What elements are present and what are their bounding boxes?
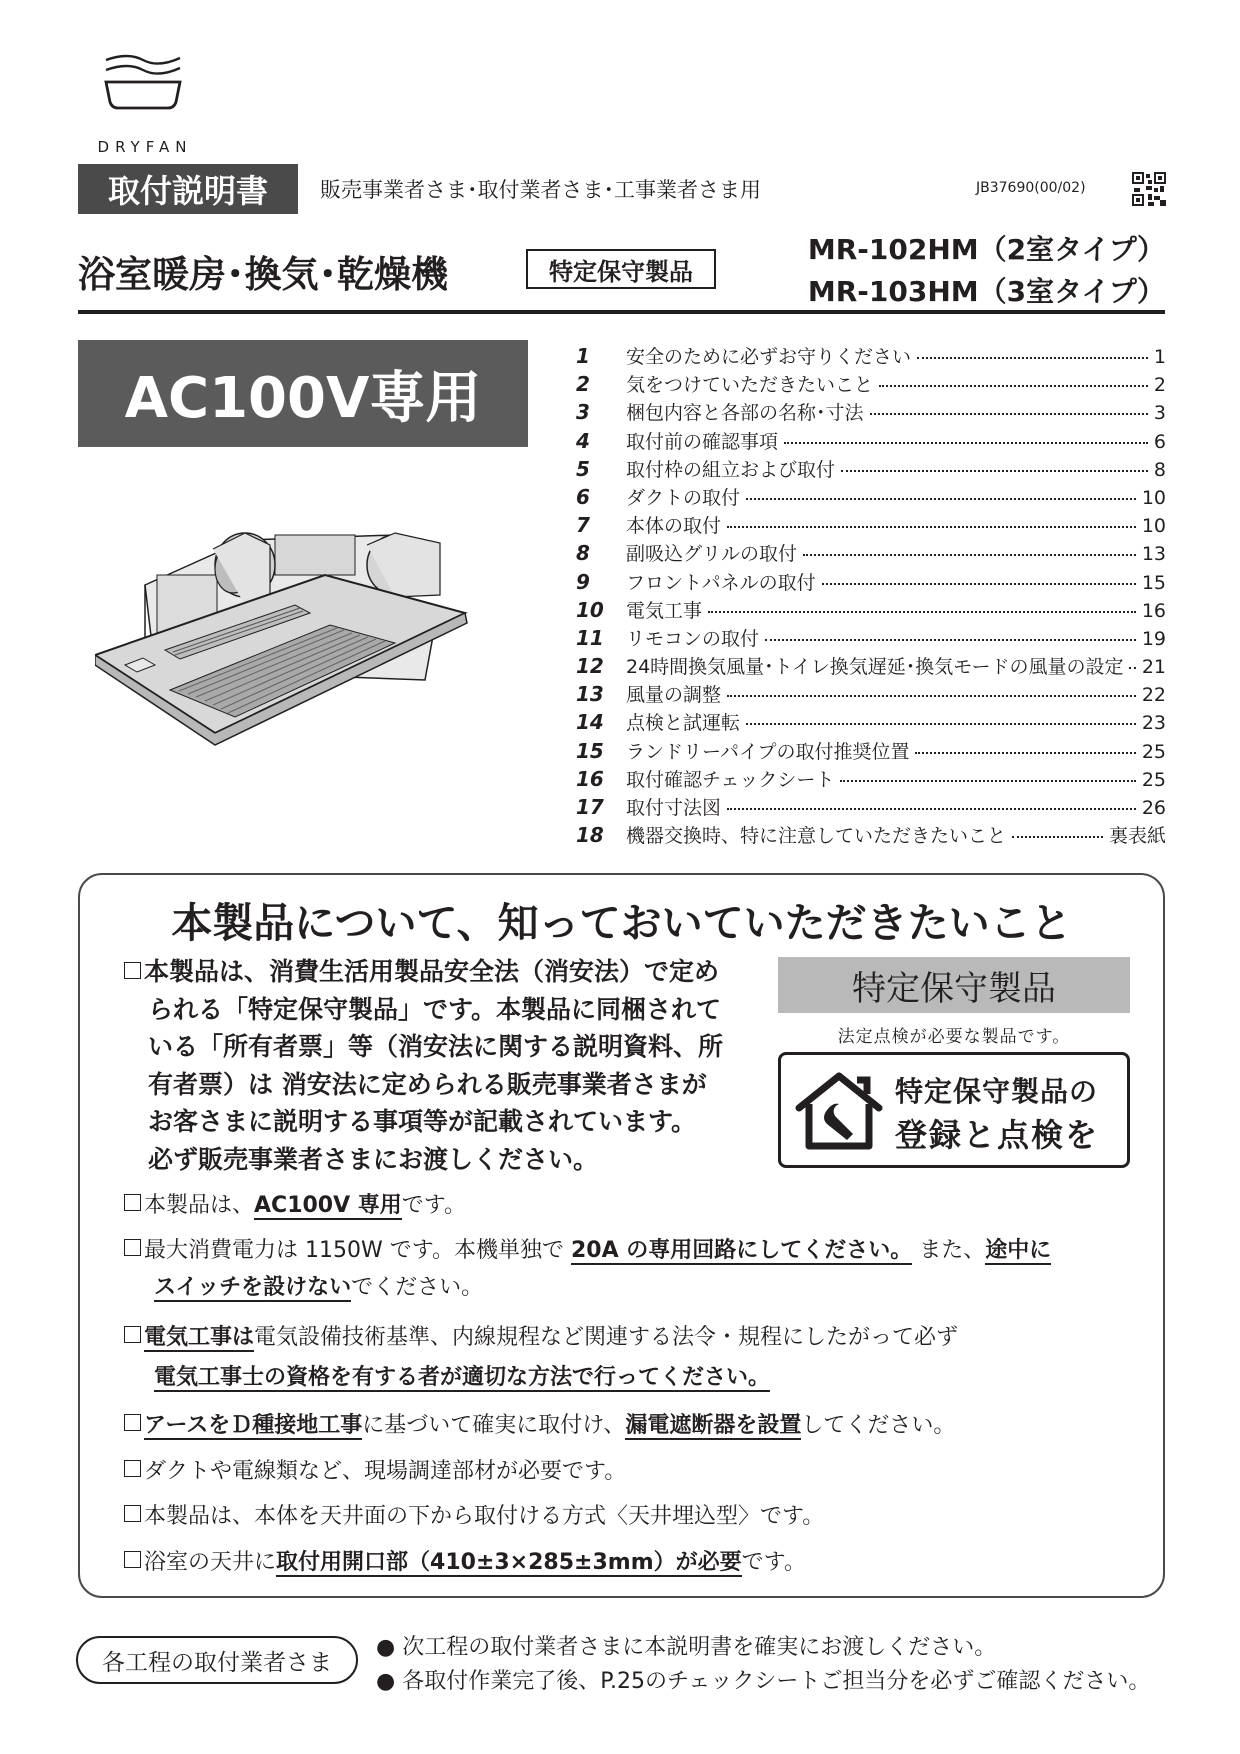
toc-title: リモコンの取付 [626,627,760,650]
toc-title: 風量の調整 [626,684,722,707]
toc-entry [576,342,1166,370]
toc-number: 3 [576,400,590,425]
checkbox-icon [124,1194,141,1211]
specified-product-notice [124,953,754,1178]
toc-title: 機器交換時、特に注意していただきたいこと [626,825,1007,848]
toc-page: 1 [1153,346,1166,368]
toc-entry [576,568,1166,596]
document-type-label: 取付説明書 [78,164,298,214]
toc-title: 副吸込グリルの取付 [626,543,798,566]
brand-name: DRYFAN [97,138,193,156]
house-wrench-icon [793,1070,885,1152]
toc-entry [576,680,1166,708]
toc-title: フロントパネルの取付 [626,571,816,594]
toc-page: 10 [1141,515,1166,538]
checkbox-icon [124,1239,141,1256]
toc-title: ダクトの取付 [626,486,741,509]
toc-entry [576,821,1166,849]
toc-number: 15 [576,738,604,763]
toc-entry [576,511,1166,539]
toc-page: 23 [1141,712,1166,735]
toc-leader [784,442,1148,444]
product-name: 浴室暖房･換気･乾燥機 [78,253,448,296]
toc-page: 25 [1141,740,1166,763]
toc-leader [727,808,1136,810]
checkbox-icon [124,1505,141,1522]
toc-page: 13 [1141,543,1166,566]
note-electrical-work-cont: 電気工事士の資格を有する者が適切な方法で行ってください。 [154,1365,771,1390]
toc-page: 15 [1141,571,1166,594]
notice-line: お客さまに説明する事項等が記載されています。 [148,1107,697,1136]
special-maintenance-badge: 特定保守製品 [526,249,716,289]
notice-line: 本製品は、消費生活用製品安全法（消安法）で定め [144,957,720,986]
note-ac100v: 本製品は、AC100V 専用です。 [124,1188,466,1219]
toc-page: 22 [1141,684,1166,707]
toc-title: 取付寸法図 [626,797,722,819]
document-code: JB37690(00/02) [976,180,1086,196]
header-divider [78,310,1165,314]
qr-code-icon [1132,172,1166,206]
toc-leader [840,780,1135,782]
model-number: MR-102HM（2室タイプ） [807,233,1165,266]
toc-entry [576,737,1166,765]
toc-page: 25 [1141,768,1166,791]
installers-pill-label: 各工程の取付業者さま [76,1636,358,1684]
toc-page: 26 [1141,797,1166,819]
toc-number: 13 [576,682,604,707]
toc-page: 16 [1141,599,1166,622]
toc-title: 電気工事 [626,599,703,622]
toc-entry [576,765,1166,793]
toc-entry [576,624,1166,652]
toc-number: 2 [576,372,590,397]
toc-title: ランドリーパイプの取付推奨位置 [626,740,910,763]
toc-number: 7 [576,513,590,538]
checkbox-icon [124,1551,141,1568]
toc-title: 気をつけていただきたいこと [626,374,874,397]
toc-entry [576,483,1166,511]
note-grounding: アースをＤ種接地工事に基づいて確実に取付け、漏電遮断器を設置してください。 [124,1408,955,1439]
note-mount-type: 本製品は、本体を天井面の下から取付ける方式〈天井埋込型〉です。 [124,1499,824,1530]
notice-line: られる「特定保守製品」です。本製品に同梱されて [148,994,722,1024]
product-illustration [95,505,525,780]
toc-leader [727,695,1136,697]
note-opening: 浴室の天井に取付用開口部（410±3×285±3mm）が必要です。 [124,1545,806,1576]
toc-leader [870,413,1148,415]
toc-entry [576,427,1166,455]
toc-leader [822,583,1136,585]
checkbox-icon [124,1326,141,1343]
toc-number: 17 [576,795,604,819]
toc-number: 6 [576,484,590,509]
toc-number: 5 [576,456,590,481]
note-electrical-work: 電気工事は電気設備技術基準、内線規程など関連する法令・規程にしたがって必ず [124,1320,958,1351]
specified-product-label-head: 特定保守製品 [778,957,1130,1013]
toc-number: 4 [576,428,590,453]
toc-title: 安全のために必ずお守りください [626,346,912,368]
toc-leader [708,611,1136,613]
checkbox-icon [124,1460,141,1477]
toc-leader [915,752,1135,754]
toc-leader [765,639,1136,641]
toc-number: 10 [576,597,604,622]
toc-page: 裏表紙 [1108,825,1166,848]
label-text-line: 登録と点検を [895,1116,1100,1154]
footer-note: ● 次工程の取付業者さまに本説明書を確実にお渡しください。 [376,1635,997,1660]
notice-line: 有者票）は 消安法に定められる販売事業者さまが [148,1069,707,1099]
toc-number: 1 [576,344,590,368]
toc-leader [746,723,1136,725]
toc-title: 取付前の確認事項 [626,430,779,453]
toc-entry [576,596,1166,624]
specified-product-label-sub: 法定点検が必要な製品です。 [837,1027,1071,1047]
audience-text: 販売事業者さま･取付業者さま･工事業者さま用 [320,178,761,202]
toc-leader [727,526,1136,528]
toc-leader [803,554,1136,556]
toc-leader [917,357,1148,359]
model-number: MR-103HM（3室タイプ） [807,275,1165,308]
toc-number: 9 [576,569,590,594]
toc-page: 3 [1153,402,1166,425]
toc-title: 本体の取付 [626,515,722,538]
toc-entry [576,398,1166,426]
toc-number: 14 [576,710,604,735]
note-power: 最大消費電力は 1150W です。本機単独で 20A の専用回路にしてください。 また、途中に [124,1233,1051,1264]
toc-leader [879,385,1148,387]
toc-page: 8 [1153,458,1166,481]
toc-leader [841,470,1148,472]
toc-entry [576,370,1166,398]
toc-number: 8 [576,541,590,566]
checkbox-icon [124,1414,141,1431]
notice-line: 必ず販売事業者さまにお渡しください。 [148,1144,599,1174]
toc-number: 11 [576,625,604,650]
toc-entry [576,793,1166,821]
toc-page: 19 [1141,627,1166,650]
footer-note: ● 各取付作業完了後、P.25のチェックシートご担当分を必ずご確認ください。 [376,1669,1151,1694]
toc-number: 12 [576,654,604,679]
dryfan-logo [98,52,188,124]
note-power-cont: スイッチを設けないでください。 [154,1275,484,1300]
toc-number: 16 [576,766,604,791]
toc-page: 10 [1141,486,1166,509]
toc-page: 21 [1141,656,1166,679]
toc-page: 6 [1153,430,1166,453]
important-info-title: 本製品について、知っておいていただきたいこと [171,899,1072,947]
toc-page: 2 [1153,374,1166,397]
label-text-line: 特定保守製品の [895,1075,1099,1108]
toc-title: 梱包内容と各部の名称･寸法 [626,402,864,425]
toc-title: 24時間換気風量･トイレ換気遅延･換気モードの風量の設定 [626,656,1124,679]
notice-line: いる「所有者票」等（消安法に関する説明資料、所 [148,1032,724,1061]
ac100v-only-label: AC100V専用 [78,340,528,447]
table-of-contents [576,342,1166,849]
toc-leader [1012,836,1103,838]
toc-entry [576,455,1166,483]
toc-number: 18 [576,823,604,848]
toc-entry [576,708,1166,736]
toc-entry [576,652,1166,680]
toc-title: 点検と試運転 [626,712,741,735]
toc-leader [746,498,1136,500]
toc-leader [1129,667,1135,669]
checkbox-icon [124,962,141,979]
note-materials: ダクトや電線類など、現場調達部材が必要です。 [124,1454,626,1485]
toc-entry [576,539,1166,567]
toc-title: 取付確認チェックシート [626,768,835,791]
toc-title: 取付枠の組立および取付 [626,458,836,481]
